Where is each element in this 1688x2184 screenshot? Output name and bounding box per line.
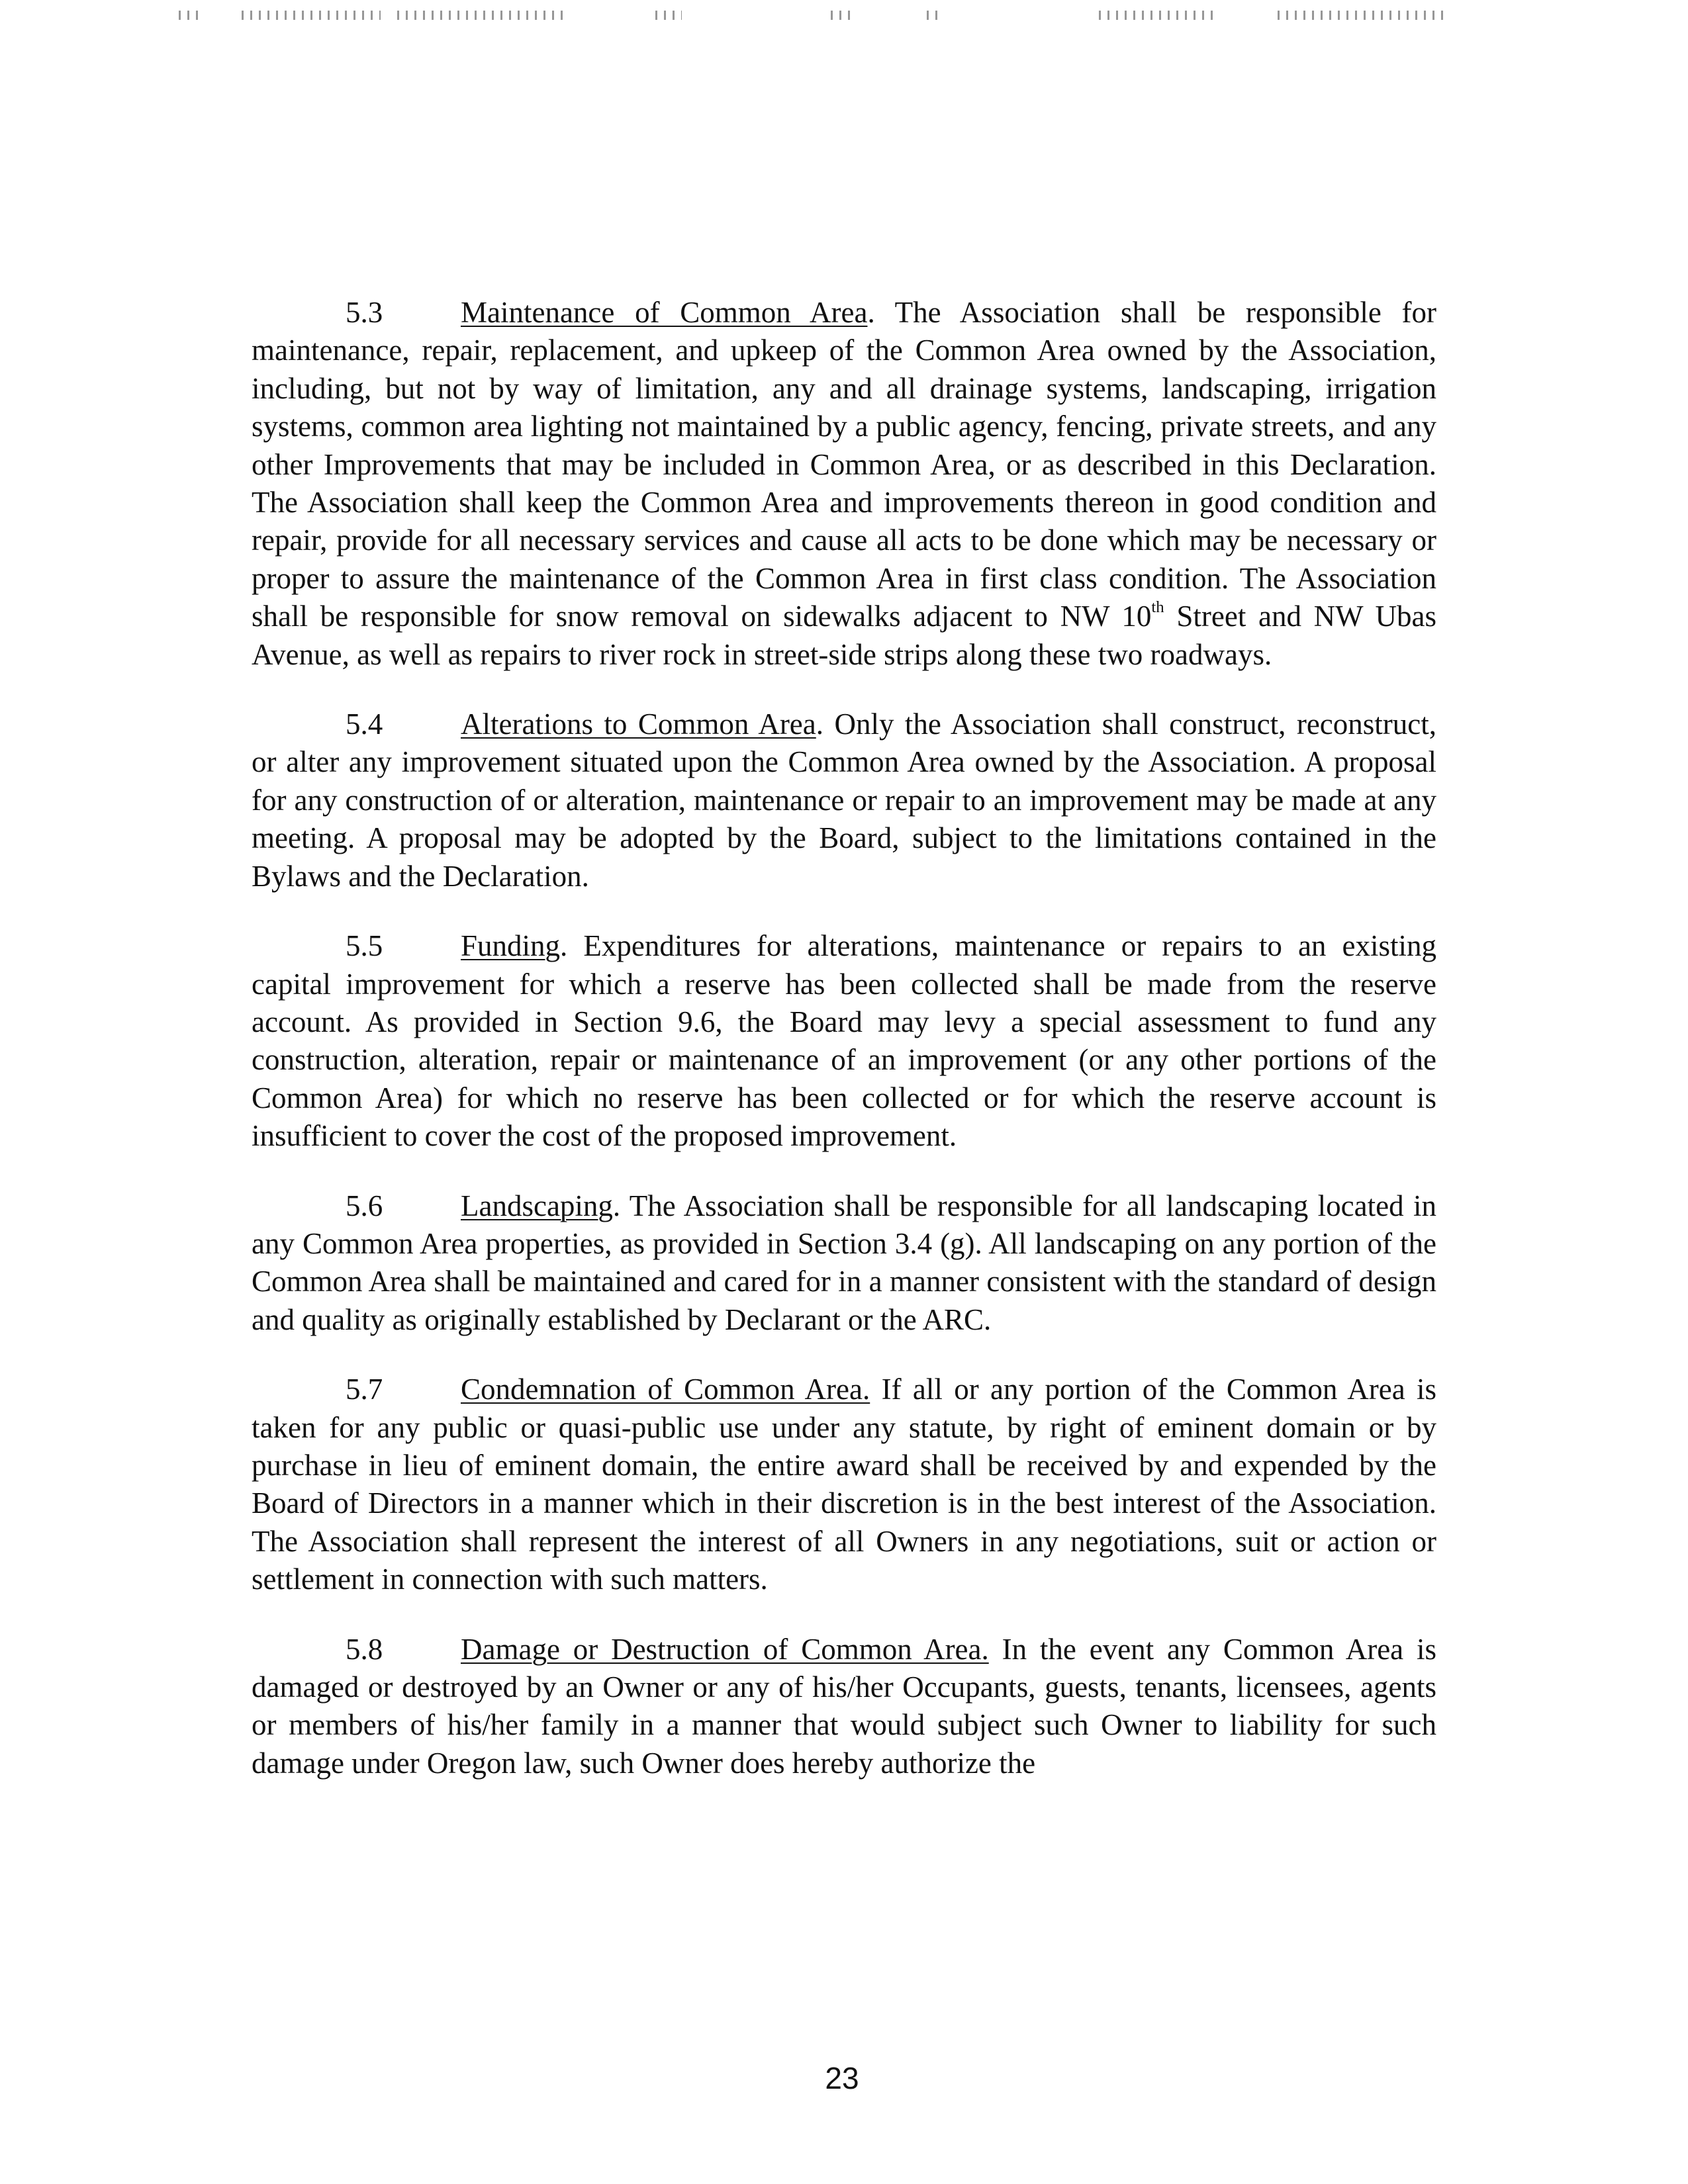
section-heading: Funding — [461, 929, 561, 963]
section-5-6 — [252, 1187, 1436, 1340]
section-5-5 — [252, 927, 1436, 1155]
section-heading: Damage or Destruction of Common Area. — [461, 1632, 989, 1666]
section-text: Expenditures for alterations, maintenance or repairs to an existing capital improvement for which a reserve has been collected shall be made from the reserve account. As provided in Section 9.6, the Board may levy a special assessment to fund any construction, alteration, repair or maintenance of an improvement (or any other portions of the Common Area) for which no reserve has been collected or for which the reserve account is insufficient to cover the cost of the proposed improvement. — [252, 929, 1437, 1153]
scan-artifact-strip — [179, 4, 1450, 28]
section-5-4 — [252, 705, 1436, 895]
section-number: 5.4 — [346, 707, 383, 741]
heading-punctuation: . — [560, 929, 568, 963]
section-text: The Association shall be responsible for maintenance, repair, replacement, and upkeep of the Common Area owned by the Association, including, but not by way of limitation, any and all drainage systems, landscaping, irrigation systems, common area lighting not maintained by a public agency, fencing, private streets, and any other Improvements that may be included in Common Area, or as described in this Declaration. The Association shall keep the Common Area and improvements thereon in good condition and repair, provide for all necessary services and cause all acts to be done which may be necessary or proper to assure the maintenance of the Common Area in first class condition. The Association shall be responsible for snow removal on sidewalks adjacent to NW 10 — [252, 296, 1437, 633]
ordinal-superscript: th — [1151, 598, 1164, 617]
section-number: 5.5 — [346, 929, 383, 963]
section-text: If all or any portion of the Common Area is taken for any public or quasi-public use under any statute, by right of eminent domain or by purchase in lieu of eminent domain, the entire award shall be received by and expended by the Board of Directors in a manner which in their discretion is in the best interest of the Association. The Association shall represent the interest of all Owners in any negotiations, suit or action or settlement in connection with such matters. — [252, 1373, 1437, 1596]
section-heading: Condemnation of Common Area. — [461, 1373, 870, 1406]
section-number: 5.3 — [346, 296, 383, 329]
section-5-3 — [252, 294, 1436, 674]
section-text: In the event any Common Area is damaged or destroyed by an Owner or any of his/her Occupants, guests, tenants, licensees, agents or members of his/her family in a manner that would subject such Owner to liability for such damage under Oregon law, such Owner does hereby authorize the — [252, 1632, 1436, 1780]
section-text: The Association shall be responsible for all landscaping located in any Common Area properties, as provided in Section 3.4 (g). All landscaping on any portion of the Common Area shall be maintained and cared for in a manner consistent with the standard of design and quality as originally established by Declarant or the ARC. — [252, 1189, 1436, 1336]
heading-punctuation: . — [612, 1189, 621, 1222]
page-number: 23 — [825, 2061, 859, 2095]
section-text: Only the Association shall construct, reconstruct, or alter any improvement situated upon the Common Area owned by the Association. A proposal for any construction of or alteration, maintenance or repair to an improvement may be made at any meeting. A proposal may be adopted by the Board, subject to the limitations contained in the Bylaws and the Declaration. — [252, 707, 1437, 893]
document-body — [252, 294, 1436, 1814]
section-number: 5.7 — [346, 1373, 383, 1406]
heading-punctuation: . — [816, 707, 824, 741]
section-5-8 — [252, 1631, 1436, 1783]
heading-punctuation: . — [867, 296, 875, 329]
section-5-7 — [252, 1371, 1436, 1598]
section-text-continued: Street and NW Ubas Avenue, as well as repairs to river rock in street-side strips along these two roadways. — [252, 600, 1437, 671]
section-heading: Maintenance of Common Area — [461, 296, 868, 329]
section-heading: Alterations to Common Area — [461, 707, 816, 741]
section-heading: Landscaping — [461, 1189, 613, 1222]
section-number: 5.6 — [346, 1189, 383, 1222]
section-number: 5.8 — [346, 1632, 383, 1666]
